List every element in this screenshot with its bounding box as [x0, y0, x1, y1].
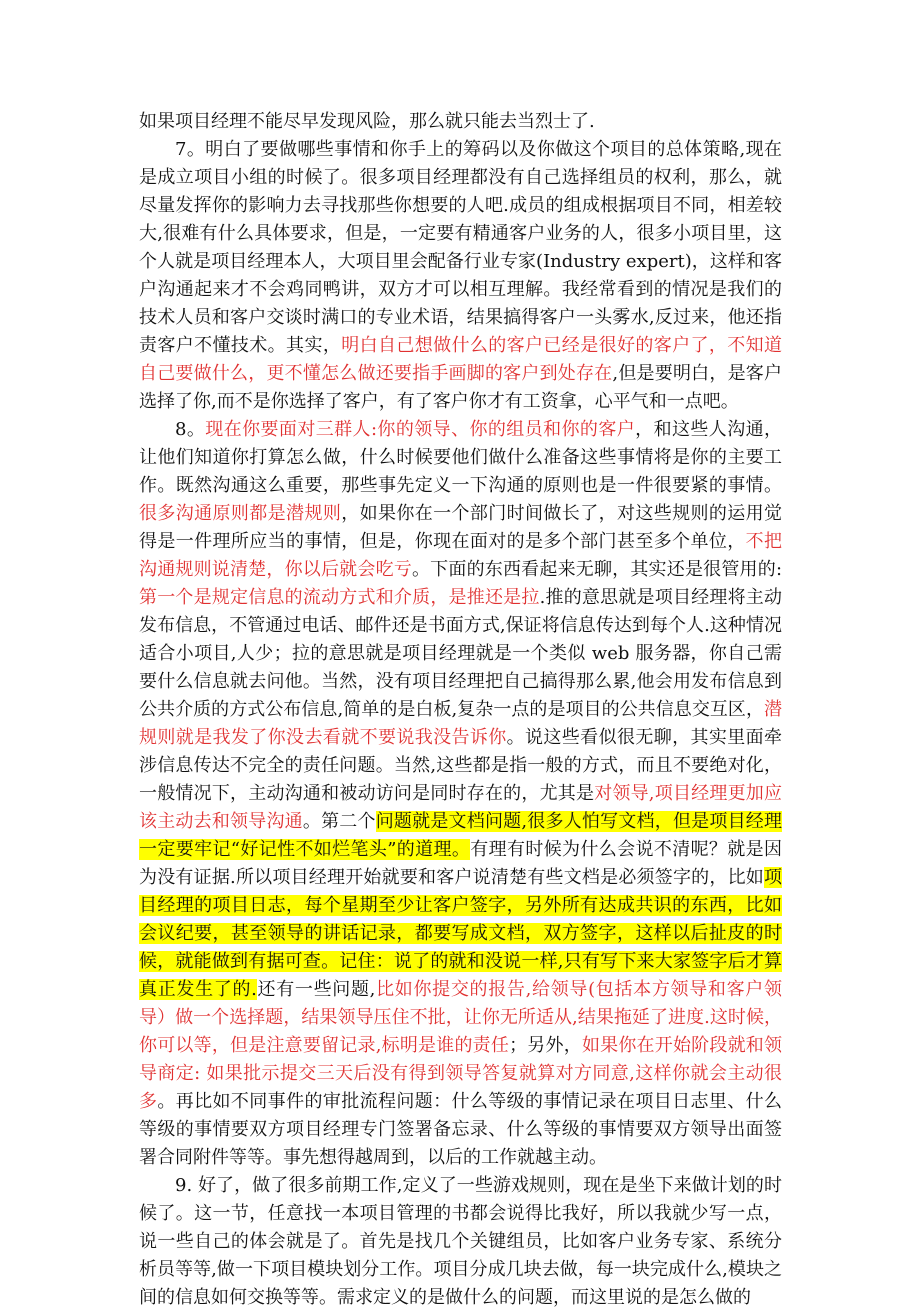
highlighted-text: 项目经理的项目日志，每个星期至少让客户签字，另外所有达成共识的东西，比如会议纪要，甚至领导的讲话记录，都要写成文档，双方签字，这样以后扯皮的时候，就能做到有据可查。记住：说了的就和没说一样,只有写下来大家签字后才算真正发生了的. — [139, 867, 782, 1000]
body-text: 9. 好了，做了很多前期工作,定义了一些游戏规则，现在是坐下来做计划的时候了。这一节，任意找一本项目管理的书都会说得比我好，所以我就少写一点，说一些自己的体会就是了。首先是找几个关键组员，比如客户业务专家、系统分析员等等,做一下项目模块划分工作。项目分成几块去做，每一块完成什么,模块之间的信息如何交换等等。需求定义的是做什么的问题，而这里说的是怎么做的 — [139, 1175, 782, 1308]
red-emphasis-text: 很多沟通原则都是潜规则 — [139, 503, 342, 524]
body-text: 。第二个 — [302, 811, 376, 832]
body-text: 8。 — [175, 419, 206, 440]
red-emphasis-text: 对领导,项目经理更加应该主动去和领导沟通 — [139, 783, 782, 832]
body-text: 如果项目经理不能尽早发现风险，那么就只能去当烈士了. — [139, 111, 595, 132]
body-text: 7。明白了要做哪些事情和你手上的筹码以及你做这个项目的总体策略,现在是成立项目小组的时候了。很多项目经理都没有自己选择组员的权利，那么，就尽量发挥你的影响力去寻找那些你想要的人吧.成员的组成根据项目不同，相差较大,很难有什么具体要求，但是，一定要有精通客户业务的人，很多小项目里，这个人就是项目经理本人，大项目里会配备行业专家(Industry expert)，这样和客户沟通起来才不会鸡同鸭讲，双方才可以相互理解。我经常看到的情况是我们的技术人员和客户交谈时满口的专业术语，结果搞得客户一头雾水,反过来，他还指责客户不懂技术。其实， — [139, 139, 782, 356]
paragraph — [139, 416, 782, 1172]
body-text: 。下面的东西看起来无聊，其实还是很管用的: — [411, 559, 783, 580]
body-text: ；另外， — [509, 1035, 582, 1056]
paragraph — [139, 136, 782, 416]
body-text: ,但是要明白，是客户选择了你,而不是你选择了客户，有了客户你才有工资拿，心平气和一点吧。 — [139, 363, 782, 412]
paragraph — [139, 108, 782, 136]
red-emphasis-text: 比如你提交的报告,给领导(包括本方领导和客户领导）做一个选择题，结果领导压住不批，让你无所适从,结果拖延了进度.这时候，你可以等，但是注意要留记录,标明是谁的责任 — [139, 979, 782, 1056]
body-text: 有理有时候为什么会说不清呢？就是因为没有证据.所以项目经理开始就要和客户说清楚有些文档是必须签字的，比如 — [139, 839, 783, 888]
document-body — [139, 108, 782, 1312]
paragraph — [139, 1172, 782, 1312]
body-text: ，和这些人沟通，让他们知道你打算怎么做，什么时候要他们做什么准备这些事情将是你的主要工作。既然沟通这么重要，那些事先定义一下沟通的原则也是一件很要紧的事情。 — [139, 419, 783, 496]
red-emphasis-text: 明白自己想做什么的客户已经是很好的客户了，不知道自己要做什么，更不懂怎么做还要指手画脚的客户到处存在 — [139, 335, 783, 384]
body-text: 还有一些问题, — [256, 979, 376, 1000]
body-text: 。再比如不同事件的审批流程问题：什么等级的事情记录在项目日志里、什么等级的事情要双方项目经理专门签署备忘录、什么等级的事情要双方领导出面签署合同附件等等。事先想得越周到，以后的工作就越主动。 — [139, 1091, 783, 1168]
body-text: ，如果你在一个部门时间做长了，对这些规则的运用觉得是一件理所应当的事情，但是，你现在面对的是多个部门甚至多个单位， — [139, 503, 783, 552]
red-emphasis-text: 不把沟通规则说清楚，你以后就会吃亏 — [139, 531, 783, 580]
red-emphasis-text: 如果你在开始阶段就和领导商定: 如果批示提交三天后没有得到领导答复就算对方同意,这样你就会主动很多 — [139, 1035, 783, 1112]
red-emphasis-text: 现在你要面对三群人:你的领导、你的组员和你的客户 — [205, 419, 636, 440]
body-text: .推的意思就是项目经理将主动发布信息，不管通过电话、邮件还是书面方式,保证将信息传达到每个人.这种情况适合小项目,人少；拉的意思就是项目经理就是一个类似 web 服务器，你自己需要什么信息就去问他。当然，没有项目经理把自己搞得那么累,他会用发布信息到公共介质的方式公布信息,简单的是白板,复杂一点的是项目的公共信息交互区， — [139, 587, 782, 720]
highlighted-text: 问题就是文档问题,很多人怕写文档，但是项目经理一定要牢记“好记性不如烂笔头”的道理。 — [139, 811, 783, 860]
red-emphasis-text: 潜规则就是我发了你没去看就不要说我没告诉你 — [139, 699, 782, 748]
body-text: 。说这些看似很无聊，其实里面牵涉信息传达不完全的责任问题。当然,这些都是指一般的方式，而且不要绝对化，一般情况下，主动沟通和被动访问是同时存在的，尤其是 — [139, 727, 783, 804]
red-emphasis-text: 第一个是规定信息的流动方式和介质，是推还是拉 — [139, 587, 540, 608]
